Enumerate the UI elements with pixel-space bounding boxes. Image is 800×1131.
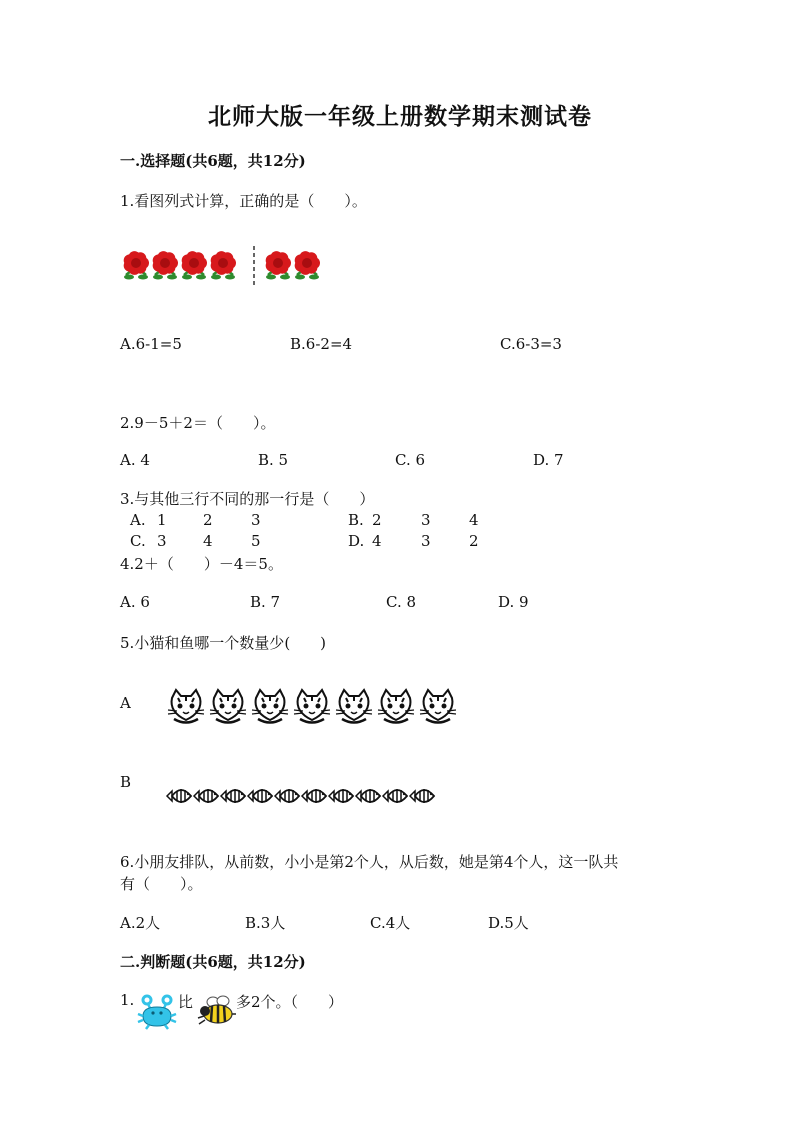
bee-body	[198, 996, 236, 1024]
fish-icon	[356, 789, 380, 803]
judge-q1-number: 1.	[120, 991, 135, 1009]
q3-row-a-num: 1	[157, 511, 167, 529]
q5-option-a-label[interactable]: A	[120, 694, 131, 712]
q6-option-d[interactable]: D.5人	[488, 914, 529, 932]
fish-icon	[329, 789, 353, 803]
cat-icon	[252, 690, 288, 723]
q6-option-c[interactable]: C.4人	[370, 914, 411, 932]
flower-icon	[124, 251, 149, 279]
flower-icon	[266, 251, 291, 279]
question-1-text: 1.看图列式计算，正确的是（ ）。	[120, 192, 367, 210]
q1-option-c[interactable]: C.6-3=3	[500, 335, 562, 353]
q6-option-b[interactable]: B.3人	[245, 914, 286, 932]
q4-option-d[interactable]: D. 9	[498, 593, 529, 611]
question-6-text-line2: 有（ ）。	[120, 875, 203, 893]
question-6-text-line1: 6.小朋友排队，从前数，小小是第2个人，从后数，她是第4个人，这一队共	[120, 853, 619, 871]
q1-option-b[interactable]: B.6-2=4	[290, 335, 353, 353]
flower-icon	[182, 251, 207, 279]
cat-icon	[420, 690, 456, 723]
crab-body	[138, 996, 176, 1029]
fish-icon	[221, 789, 245, 803]
q1-option-a[interactable]: A.6-1=5	[120, 335, 182, 353]
question-5-text: 5.小猫和鱼哪一个数量少( )	[120, 634, 327, 652]
cats-image	[162, 688, 467, 728]
q2-option-b[interactable]: B. 5	[258, 451, 289, 469]
q3-row-b-num: 4	[469, 511, 479, 529]
q3-row-d-num: 2	[469, 532, 479, 550]
q2-option-a[interactable]: A. 4	[120, 451, 150, 469]
q3-row-d-num: 3	[421, 532, 431, 550]
section-heading-choice: 一.选择题(共6题，共12分)	[120, 152, 306, 170]
section-heading-judge: 二.判断题(共6题，共12分)	[120, 953, 306, 971]
judge-q1-tail: 多2个。（ ）	[236, 993, 344, 1011]
cat-icon	[294, 690, 330, 723]
fish-image	[165, 784, 440, 808]
q3-row-a-label[interactable]: A.	[130, 511, 146, 529]
fish-icon	[248, 789, 272, 803]
q3-row-c-num: 3	[157, 532, 167, 550]
q4-option-b[interactable]: B. 7	[250, 593, 281, 611]
q3-row-d-num: 4	[372, 532, 382, 550]
fish-icon	[194, 789, 218, 803]
q3-row-b-num: 2	[372, 511, 382, 529]
q4-option-c[interactable]: C. 8	[386, 593, 417, 611]
cat-icon	[210, 690, 246, 723]
question-2-text: 2.9－5＋2＝（ ）。	[120, 414, 276, 432]
question-4-text: 4.2＋（ ）－4＝5。	[120, 555, 283, 573]
q3-row-c-label[interactable]: C.	[130, 532, 146, 550]
flower-icon	[153, 251, 178, 279]
flowers-image	[120, 242, 330, 292]
question-3-text: 3.与其他三行不同的那一行是（ ）	[120, 490, 375, 508]
fish-icon	[410, 789, 434, 803]
q6-option-a[interactable]: A.2人	[120, 914, 161, 932]
fish-icon	[275, 789, 299, 803]
bee-icon	[196, 996, 236, 1030]
q4-option-a[interactable]: A. 6	[120, 593, 150, 611]
q3-row-c-num: 4	[203, 532, 213, 550]
q3-row-b-num: 3	[421, 511, 431, 529]
q3-row-c-num: 5	[251, 532, 261, 550]
q5-option-b-label[interactable]: B	[120, 773, 132, 791]
q3-row-d-label[interactable]: D.	[348, 532, 365, 550]
judge-q1-bi: 比	[178, 993, 194, 1011]
cat-icon	[378, 690, 414, 723]
crab-icon	[137, 994, 179, 1030]
q3-row-a-num: 2	[203, 511, 213, 529]
fish-icon	[383, 789, 407, 803]
q2-option-d[interactable]: D. 7	[533, 451, 564, 469]
q3-row-b-label[interactable]: B.	[348, 511, 364, 529]
cat-icon	[336, 690, 372, 723]
page-title: 北师大版一年级上册数学期末测试卷	[208, 103, 592, 130]
cat-icon	[168, 690, 204, 723]
flower-icon	[295, 251, 320, 279]
flower-icon	[211, 251, 236, 279]
q2-option-c[interactable]: C. 6	[395, 451, 426, 469]
q3-row-a-num: 3	[251, 511, 261, 529]
fish-icon	[167, 789, 191, 803]
fish-icon	[302, 789, 326, 803]
